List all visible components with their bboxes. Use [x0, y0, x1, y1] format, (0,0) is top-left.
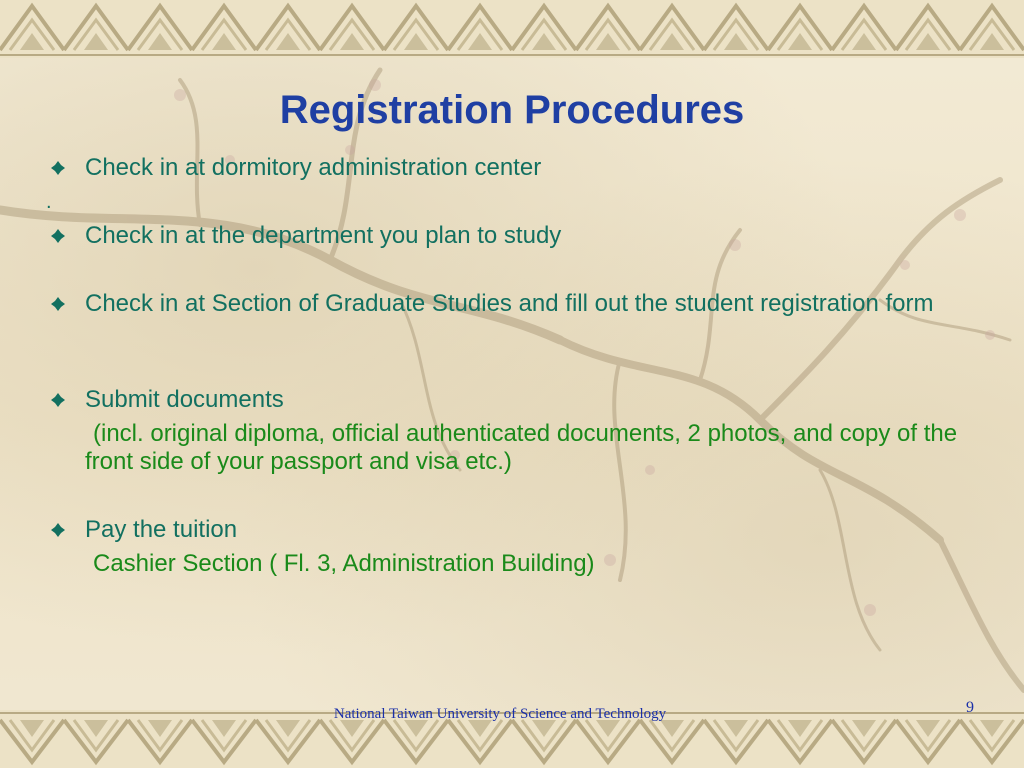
slide-title: Registration Procedures — [279, 88, 745, 132]
top-border-pattern-icon — [0, 0, 1024, 58]
bullet-text: Submit documents — [85, 386, 284, 413]
bullet-subtext: (incl. original diploma, official authenticated documents, 2 photos, and copy of the front side of your passport and visa etc.) — [85, 420, 958, 475]
bullet-item — [50, 154, 990, 182]
diamond-bullet-icon — [50, 392, 66, 408]
bullet-text: Check in at dormitory administration center — [85, 154, 542, 181]
diamond-bullet-icon — [50, 296, 66, 312]
bullet-item — [50, 516, 990, 544]
footer-institution: National Taiwan University of Science and Technology — [333, 706, 667, 722]
diamond-bullet-icon — [50, 522, 66, 538]
diamond-bullet-icon — [50, 160, 66, 176]
bullet-item — [50, 386, 990, 414]
stray-mark: . — [46, 191, 52, 213]
bullet-subtext: Cashier Section ( Fl. 3, Administration Building) — [93, 550, 595, 577]
bullet-item — [50, 222, 990, 250]
bullet-text: Check in at the department you plan to study — [85, 222, 562, 249]
bullet-item — [50, 290, 990, 318]
bullet-text: Check in at Section of Graduate Studies and fill out the student registration form — [85, 290, 934, 317]
bullet-text: Pay the tuition — [85, 516, 238, 543]
diamond-bullet-icon — [50, 228, 66, 244]
page-number: 9 — [966, 699, 974, 716]
